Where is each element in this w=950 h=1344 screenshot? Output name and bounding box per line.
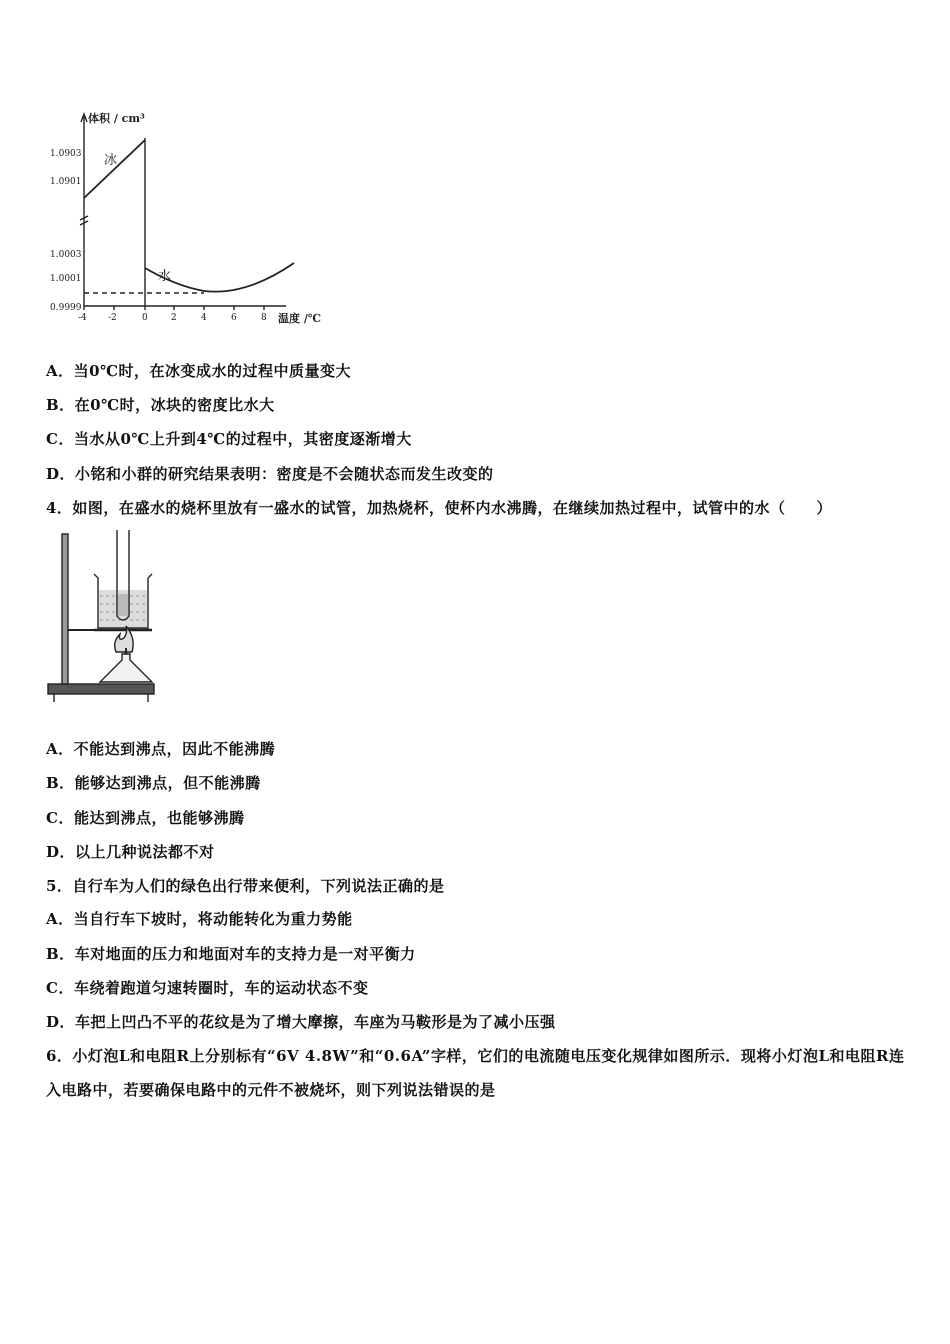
stand-pole — [62, 534, 68, 684]
water-label: 水 — [158, 269, 172, 284]
q4-option-a[interactable]: A．不能达到沸点，因此不能沸腾 — [46, 740, 276, 758]
volume-temperature-graph — [46, 108, 346, 328]
x-tick: -4 — [78, 313, 87, 323]
y-tick: 1.0903 — [50, 149, 82, 159]
x-tick: 6 — [231, 313, 237, 323]
ice-line — [84, 140, 145, 198]
q4-option-c[interactable]: C．能达到沸点，也能够沸腾 — [46, 809, 245, 827]
test-tube-water — [118, 594, 128, 616]
q3-option-b[interactable]: B．在0℃时，冰块的密度比水大 — [46, 396, 275, 414]
x-axis-label: 温度 /℃ — [278, 312, 322, 325]
alcohol-lamp — [100, 654, 152, 682]
x-tick: 8 — [261, 313, 267, 323]
x-tick: 2 — [171, 313, 177, 323]
beaker-heating-apparatus — [44, 530, 164, 706]
y-axis-label: 体积 / cm³ — [88, 112, 145, 125]
y-tick: 1.0901 — [50, 177, 82, 187]
q4-option-b[interactable]: B．能够达到沸点，但不能沸腾 — [46, 774, 261, 792]
q5-option-d[interactable]: D．车把上凹凸不平的花纹是为了增大摩擦，车座为马鞍形是为了减小压强 — [46, 1013, 556, 1031]
ice-label: 冰 — [104, 153, 118, 168]
q3-option-a[interactable]: A．当0℃时，在冰变成水的过程中质量变大 — [46, 362, 352, 380]
q3-option-c[interactable]: C．当水从0℃上升到4℃的过程中，其密度逐渐增大 — [46, 430, 412, 448]
x-tick: -2 — [108, 313, 117, 323]
x-tick: 0 — [142, 313, 148, 323]
y-tick: 1.0001 — [50, 274, 82, 284]
q5-stem: 5．自行车为人们的绿色出行带来便利，下列说法正确的是 — [46, 877, 445, 895]
q5-option-a[interactable]: A．当自行车下坡时，将动能转化为重力势能 — [46, 910, 353, 928]
q4-stem: 4．如图，在盛水的烧杯里放有一盛水的试管，加热烧杯，使杯内水沸腾，在继续加热过程中，试管中的水（ ） — [46, 499, 832, 517]
y-tick: 1.0003 — [50, 250, 82, 260]
q6-stem: 6．小灯泡L和电阻R上分别标有“6V 4.8W”和“0.6A”字样，它们的电流随电压变化规律如图所示．现将小灯泡L和电阻R连入电路中，若要确保电路中的元件不被烧坏，则下列说法错误的是 — [46, 1047, 905, 1099]
q3-option-d[interactable]: D．小铭和小群的研究结果表明：密度是不会随状态而发生改变的 — [46, 465, 494, 483]
y-tick: 0.9999 — [50, 303, 82, 313]
q4-option-d[interactable]: D．以上几种说法都不对 — [46, 843, 215, 861]
x-tick: 4 — [201, 313, 207, 323]
stand-base — [48, 684, 154, 694]
q5-option-b[interactable]: B．车对地面的压力和地面对车的支持力是一对平衡力 — [46, 945, 416, 963]
q5-option-c[interactable]: C．车绕着跑道匀速转圈时，车的运动状态不变 — [46, 979, 369, 997]
